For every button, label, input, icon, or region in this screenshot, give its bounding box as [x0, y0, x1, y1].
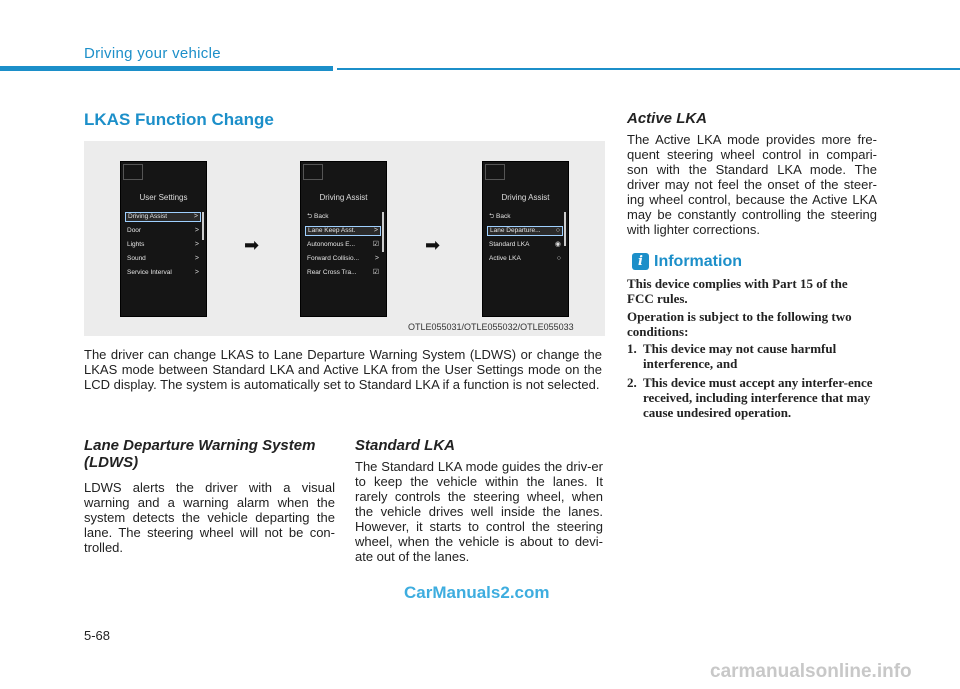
chevron-right-icon: > [194, 241, 199, 248]
radio-on-icon: ◉ [554, 241, 561, 248]
menu-row [125, 226, 201, 236]
radio-off-icon: ○ [556, 255, 561, 262]
back-row [305, 212, 381, 222]
screen-corner-frame [303, 164, 323, 180]
menu-row [305, 240, 381, 250]
info-icon: i [632, 253, 649, 270]
standard-lka-heading: Standard LKA [355, 437, 456, 454]
list-text: This device must accept any interfer-ence received, including interference that may cause undesired operation. [643, 375, 873, 420]
list-number: 2. [627, 375, 637, 390]
header-rule-thick [0, 66, 333, 71]
menu-row [305, 254, 381, 264]
checkbox-icon: ☑ [372, 269, 379, 276]
row-label: Forward Collisio... [307, 255, 360, 262]
ldws-heading [84, 437, 344, 471]
info-paragraph-2: Operation is subject to the following two conditions: [627, 309, 852, 339]
chevron-right-icon: > [373, 227, 378, 234]
menu-row-selected [487, 226, 563, 236]
row-label: Lights [127, 241, 145, 248]
row-label: Service Interval [127, 269, 172, 276]
back-row [487, 212, 563, 222]
chevron-right-icon: > [194, 269, 199, 276]
checkbox-icon: ☑ [372, 241, 379, 248]
section-title: Driving your vehicle [84, 45, 221, 62]
active-lka-heading: Active LKA [627, 110, 708, 127]
list-item [627, 375, 877, 420]
scrollbar [564, 212, 566, 246]
radio-off-icon: ○ [555, 227, 560, 234]
list-item [627, 341, 877, 371]
screen-corner-frame [123, 164, 143, 180]
row-label: Standard LKA [489, 241, 530, 248]
standard-lka-paragraph: The Standard LKA mode guides the driv-er to keep the vehicle within the lanes. It rarely controls the steering wheel, when the vehicle drives well inside the lanes. However, it starts to control the steering wheel, when the vehicle is about to devi-ate out of the lanes. [355, 459, 603, 564]
ldws-heading-line1: Lane Departure Warning System [84, 437, 316, 454]
row-label: Lane Departure... [490, 227, 541, 234]
info-paragraph-1: This device complies with Part 15 of the FCC rules. [627, 276, 848, 306]
list-number: 1. [627, 341, 637, 356]
menu-row [125, 240, 201, 250]
menu-row [305, 268, 381, 278]
menu-row [125, 268, 201, 278]
list-text: This device may not cause harmful interference, and [643, 341, 837, 371]
back-label: ⮌ Back [307, 213, 329, 220]
right-arrow-icon: ➡ [425, 235, 441, 255]
screen-title: User Settings [139, 193, 188, 202]
menu-row [125, 254, 201, 264]
page-title: LKAS Function Change [84, 110, 274, 129]
row-label: Door [127, 227, 142, 234]
intro-paragraph: The driver can change LKAS to Lane Departure Warning System (LDWS) or change the LKAS mode between Standard LKA and Active LKA from the User Settings mode on the LCD display. The system is automatically set to Standard LKA if a function is not selected. [84, 347, 602, 392]
ldws-paragraph: LDWS alerts the driver with a visual warning and a warning alarm when the system detects the vehicle departing the lane. The steering wheel will not be con-trolled. [84, 480, 335, 555]
lcd-screen-lane-keep-mode [482, 161, 569, 317]
page-number: 5-68 [84, 628, 111, 643]
menu-row-selected [305, 226, 381, 236]
lcd-screen-driving-assist [300, 161, 387, 317]
ldws-heading-line2: (LDWS) [84, 454, 139, 471]
info-title: Information [654, 253, 742, 270]
figure-caption: OTLE055031/OTLE055032/OTLE055033 [408, 322, 574, 332]
right-arrow-icon: ➡ [244, 235, 260, 255]
row-label: Driving Assist [128, 213, 168, 220]
lcd-figure [84, 141, 605, 336]
watermark-corner: carmanualsonline.info [710, 661, 912, 682]
chevron-right-icon: > [374, 255, 379, 262]
row-label: Rear Cross Tra... [307, 269, 357, 276]
scrollbar [382, 212, 384, 252]
lcd-screen-user-settings [120, 161, 207, 317]
header-rule-thin [337, 68, 960, 70]
chevron-right-icon: > [193, 213, 198, 220]
chevron-right-icon: > [194, 227, 199, 234]
screen-title: Driving Assist [319, 193, 368, 202]
row-label: Autonomous E... [307, 241, 356, 248]
scrollbar [202, 212, 204, 240]
row-label: Lane Keep Asst. [308, 227, 356, 234]
watermark-link[interactable]: CarManuals2.com [404, 583, 550, 602]
screen-title: Driving Assist [501, 193, 550, 202]
menu-row [487, 254, 563, 264]
info-conditions-list [627, 341, 877, 420]
row-label: Active LKA [489, 255, 521, 262]
menu-row [487, 240, 563, 250]
back-label: ⮌ Back [489, 213, 511, 220]
row-label: Sound [127, 255, 146, 262]
active-lka-paragraph: The Active LKA mode provides more fre-quent steering wheel control in compari-son with the Standard LKA mode. The driver may not feel the onset of the steer-ing wheel control, because the Active LKA may be constantly controlling the steering with lighter corrections. [627, 132, 877, 237]
menu-row-selected [125, 212, 201, 222]
chevron-right-icon: > [194, 255, 199, 262]
screen-corner-frame [485, 164, 505, 180]
